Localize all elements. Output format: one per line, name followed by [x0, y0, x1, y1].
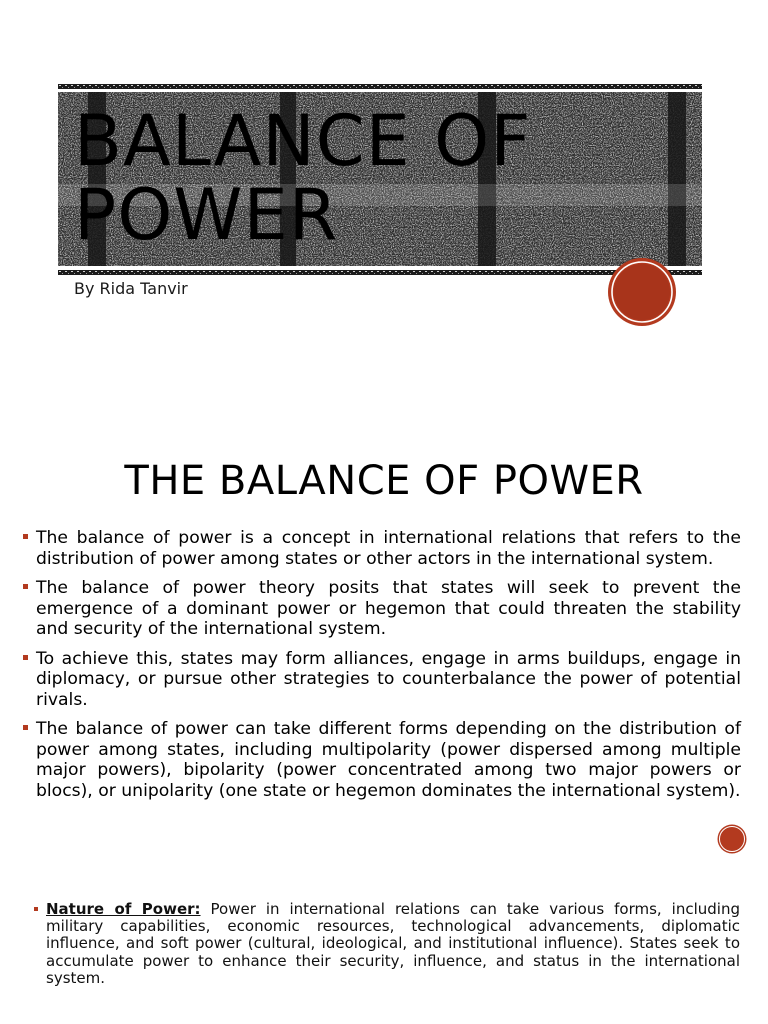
banner-bottom-rule [58, 270, 702, 275]
title-slide [0, 0, 768, 400]
list-item [34, 901, 740, 987]
bullet-list [22, 528, 741, 810]
square-bullet-icon [23, 584, 28, 589]
detail-slide [0, 884, 768, 1024]
content-slide [0, 442, 768, 872]
square-bullet-icon [23, 655, 28, 660]
bullet-text: To achieve this, states may form alliances, engage in arms buildups, engage in diplomacy, or pursue other strategies to counterbalance the power of potential rivals. [36, 648, 741, 710]
red-circle-badge-icon [717, 824, 747, 854]
term-label: Nature of Power: [46, 900, 201, 918]
square-bullet-icon [23, 725, 28, 730]
term-description: Power in international relations can take various forms, including military capabilities, economic resources, technological advancements, diplomatic influence, and soft power (cultural, ideological, and institutional influence). States seek to accumulate power to enhance their security, influence, and status in the international system. [46, 900, 740, 987]
red-circle-badge-icon [607, 257, 677, 327]
square-bullet-icon [23, 534, 28, 539]
list-item [22, 649, 741, 711]
list-item [22, 528, 741, 569]
list-item [22, 719, 741, 801]
slide-title: THE BALANCE OF POWER [124, 458, 644, 504]
square-bullet-icon [34, 907, 38, 911]
author-subtitle: By Rida Tanvir [74, 279, 188, 298]
list-item [22, 578, 741, 640]
presentation-title: BALANCE OF POWER [74, 100, 532, 256]
bullet-text: The balance of power is a concept in international relations that refers to the distribution of power among states or other actors in the international system. [36, 528, 741, 569]
bullet-text: The balance of power theory posits that states will seek to prevent the emergence of a dominant power or hegemon that could threaten the stability and security of the international system. [36, 578, 741, 639]
banner-top-rule [58, 84, 702, 89]
bullet-text: The balance of power can take different forms depending on the distribution of power among states, including multipolarity (power dispersed among multiple major powers), bipolarity (power concentrated among two major powers or blocs), or unipolarity (one state or hegemon dominates the international system). [36, 719, 741, 801]
